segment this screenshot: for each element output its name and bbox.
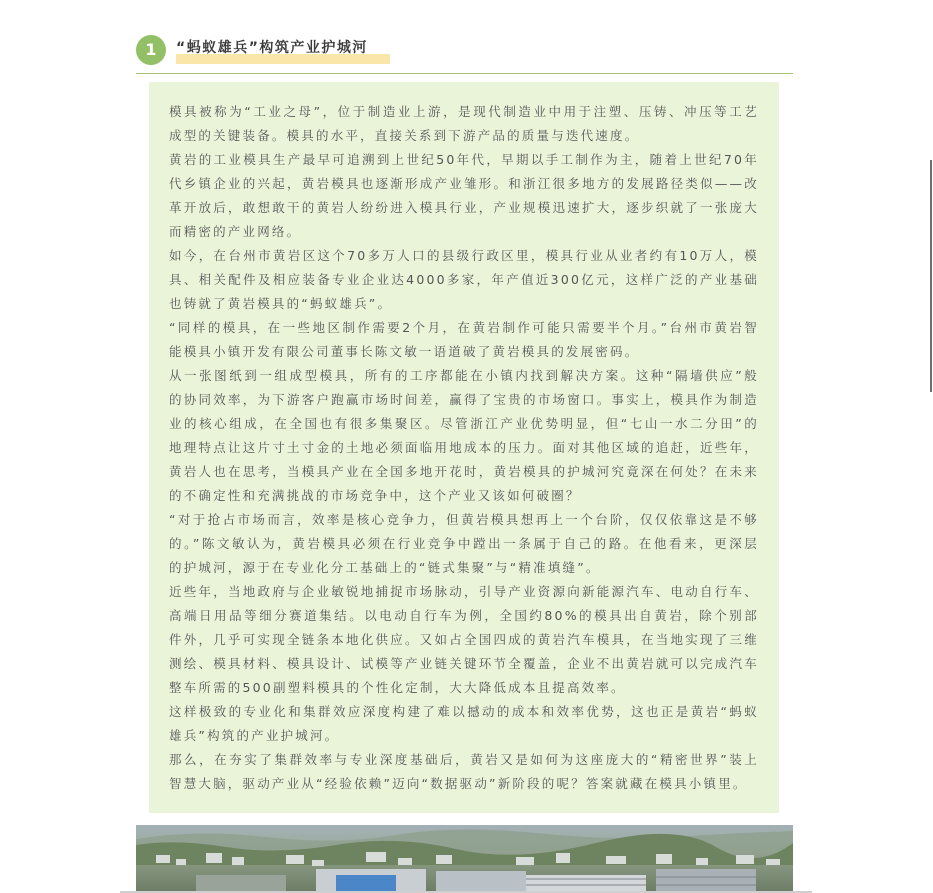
paragraph: 这样极致的专业化和集群效应深度构建了难以撼动的成本和效率优势，这也正是黄岩“蚂蚁雄兵”构筑的产业护城河。 <box>169 704 759 743</box>
paragraph: 近些年，当地政府与企业敏锐地捕捉市场脉动，引导产业资源向新能源汽车、电动自行车、高端日用品等细分赛道集结。以电动自行车为例，全国约80%的模具出自黄岩，除个别部件外，几乎可实现全链条本地化供应。又如占全国四成的黄岩汽车模具，在当地实现了三维测绘、模具材料、模具设计、试模等产业链关键环节全覆盖，企业不出黄岩就可以完成汽车整车所需的500副塑料模具的个性化定制，大大降低成本且提高效率。 <box>169 584 759 695</box>
scrollbar-edge <box>930 160 932 392</box>
section-divider <box>136 73 793 74</box>
paragraph: 那么，在夯实了集群效率与专业深度基础后，黄岩又是如何为这座庞大的“精密世界”装上智慧大脑，驱动产业从“经验依赖”迈向“数据驱动”新阶段的呢？答案就藏在模具小镇里。 <box>169 752 759 791</box>
paragraph: “对于抢占市场而言，效率是核心竞争力，但黄岩模具想再上一个台阶，仅仅依靠这是不够的。”陈文敏认为，黄岩模具必须在行业竞争中蹚出一条属于自己的路。在他看来，更深层的护城河，源于在专业化分工基础上的“链式集聚”与“精准填缝”。 <box>169 512 759 575</box>
aerial-town-photo <box>136 825 793 893</box>
article-text-box <box>149 82 779 813</box>
paragraph: “同样的模具，在一些地区制作需要2个月，在黄岩制作可能只需要半个月。”台州市黄岩智能模具小镇开发有限公司董事长陈文敏一语道破了黄岩模具的发展密码。 <box>169 320 759 359</box>
section-title-wrap <box>176 37 368 59</box>
paragraph: 如今，在台州市黄岩区这个70多万人口的县级行政区里，模具行业从业者约有10万人，模具、相关配件及相应装备专业企业达4000多家，年产值近300亿元，这样广泛的产业基础也铸就了黄岩模具的“蚂蚁雄兵”。 <box>169 248 759 311</box>
section-number-badge: 1 <box>136 35 166 65</box>
aerial-photo-illustration <box>136 825 793 893</box>
paragraph: 黄岩的工业模具生产最早可追溯到上世纪50年代，早期以手工制作为主，随着上世纪70年代乡镇企业的兴起，黄岩模具也逐渐形成产业雏形。和浙江很多地方的发展路径类似——改革开放后，敢想敢干的黄岩人纷纷进入模具行业，产业规模迅速扩大，逐步织就了一张庞大而精密的产业网络。 <box>169 152 759 239</box>
paragraph: 模具被称为“工业之母”，位于制造业上游，是现代制造业中用于注塑、压铸、冲压等工艺成型的关键装备。模具的水平，直接关系到下游产品的质量与迭代速度。 <box>169 104 759 143</box>
section-title: “蚂蚁雄兵”构筑产业护城河 <box>176 40 368 56</box>
section-header <box>136 34 793 74</box>
paragraph: 从一张图纸到一组成型模具，所有的工序都能在小镇内找到解决方案。这种“隔墙供应”般的协同效率，为下游客户跑赢市场时间差，赢得了宝贵的市场窗口。事实上，模具作为制造业的核心组成，在全国也有很多集聚区。尽管浙江产业优势明显，但“七山一水二分田”的地理特点让这片寸土寸金的土地必须面临用地成本的压力。面对其他区域的追赶，近些年，黄岩人也在思考，当模具产业在全国多地开花时，黄岩模具的护城河究竟深在何处？在未来的不确定性和充满挑战的市场竞争中，这个产业又该如何破圈？ <box>169 368 759 503</box>
